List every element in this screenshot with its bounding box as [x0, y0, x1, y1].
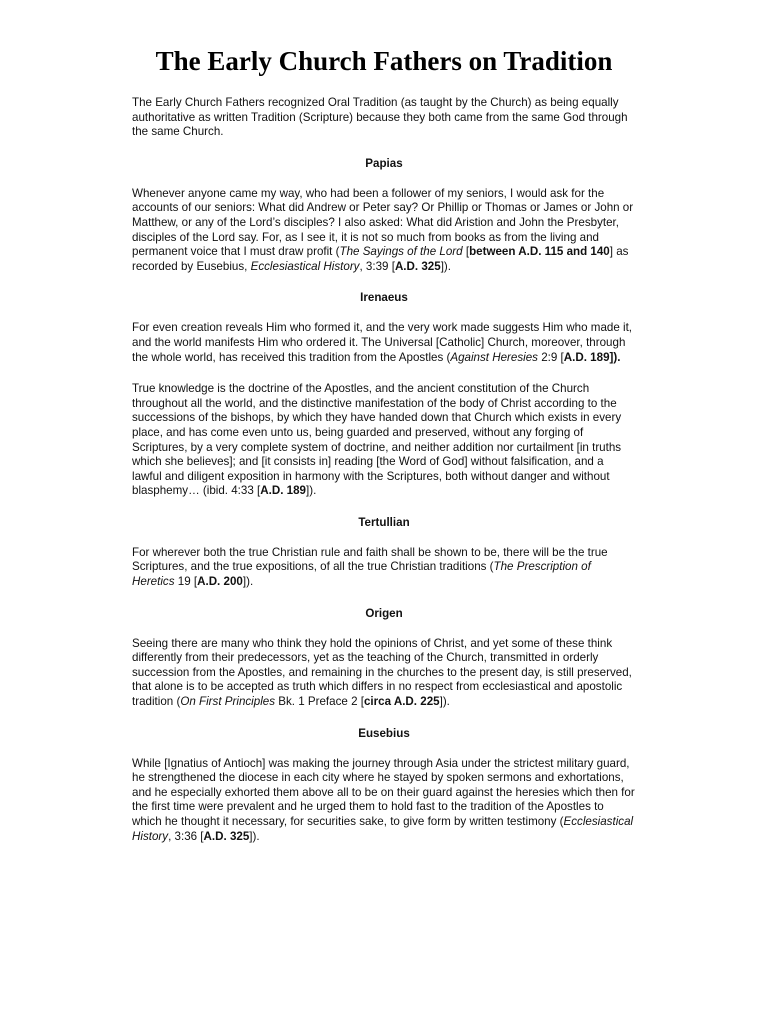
section-heading-tertullian: Tertullian	[358, 515, 410, 529]
quote-text: Seeing there are many who think they hold the opinions of Christ, and yet some of these think differently from their predecessors, yet as the teaching of the Church, transmitted in orderly succession from the Apostles, and remaining in the churches to the present day, is still preserved, that alone is to be accepted as truth which differs in no respect from ecclesiastical and apostolic tradition (	[132, 636, 632, 709]
quote-text: ] as recorded by Eusebius,	[132, 245, 629, 273]
quote-text: ]).	[306, 484, 317, 498]
section-heading-eusebius: Eusebius	[358, 726, 410, 740]
document-title: The Early Church Fathers on Tradition	[155, 46, 613, 76]
section-heading-papias: Papias	[365, 156, 403, 170]
quote-paragraph	[132, 637, 636, 710]
quote-text: While [Ignatius of Antioch] was making the journey through Asia under the strictest military guard, he strengthened the diocese in each city where he stayed by spoken sermons and exhortations, and he especially exhorted them above all to be on their guard against the heresies which then for the first time were prevalent and he urged them to hold fast to the tradition of the Apostles to which he thought it necessary, for securities sake, to give form by written testimony (	[132, 756, 635, 828]
quote-text: For wherever both the true Christian rule and faith shall be shown to be, there will be the true Scriptures, and the true expositions, of all the true Christian traditions (	[132, 545, 608, 574]
sections-container	[132, 157, 636, 844]
quote-text: True knowledge is the doctrine of the Apostles, and the ancient constitution of the Church throughout all the world, and the distinctive manifestation of the body of Christ according to the successions of the bishops, by which they have handed down that Church which exists in every place, and has come even unto us, being guarded and preserved, without any forging of Scriptures, by a very complete system of doctrine, and neither addition nor curtailment [in truths which she believes]; and [it consists in] reading [the Word of God] without falsification, and a lawful and diligent exposition in harmony with the Scriptures, both without danger and without blasphemy… (ibid. 4:33 [	[132, 382, 622, 498]
citation-date: A.D. 325	[394, 259, 441, 273]
quote-text: 2:9 [	[537, 350, 564, 364]
quote-text: , 3:39 [	[359, 259, 395, 273]
source-title: Against Heresies	[450, 350, 538, 364]
quote-text: ]).	[440, 259, 452, 273]
section-heading-irenaeus: Irenaeus	[360, 291, 408, 305]
citation-date: A.D. 189]).	[563, 350, 621, 364]
quote-text: Whenever anyone came my way, who had been a follower of my seniors, I would ask for the accounts of our seniors: What did Andrew or Peter say? Or Phillip or Thomas or James or John or Matthew, or any of the Lord’s disciples? I also asked: What did Aristion and John the Presbyter, disciples of the Lord say. For, as I see it, it is not so much from books as from the living and permanent voice that I must draw profit (	[132, 186, 634, 259]
quote-paragraph	[132, 187, 636, 275]
source-title: The Prescription of Heretics	[132, 560, 591, 589]
quote-text: , 3:36 [	[168, 829, 204, 843]
quote-text: ]).	[249, 829, 260, 843]
quote-text: Bk. 1 Preface 2 [	[275, 695, 364, 709]
quote-paragraph	[132, 321, 636, 365]
quote-paragraph	[132, 382, 636, 499]
quote-text: ]).	[439, 695, 450, 709]
quote-text: [	[462, 245, 470, 259]
source-title: Ecclesiastical History	[250, 259, 360, 273]
source-title: On First Principles	[180, 695, 276, 709]
citation-date: between A.D. 115 and 140	[469, 245, 610, 259]
quote-paragraph	[132, 757, 636, 845]
section-heading-origen: Origen	[365, 606, 403, 620]
source-title: Ecclesiastical History	[132, 815, 634, 843]
citation-date: A.D. 200	[197, 575, 243, 589]
intro-paragraph: The Early Church Fathers recognized Oral Tradition (as taught by the Church) as being equally authoritative as written Tradition (Scripture) because they both came from the same God through the same Church.	[132, 96, 628, 139]
citation-date: A.D. 189	[260, 484, 307, 498]
source-title: The Sayings of the Lord	[339, 245, 463, 259]
quote-text: For even creation reveals Him who formed it, and the very work made suggests Him who made it, and the world manifests Him who ordered it. The Universal [Catholic] Church, moreover, through the whole world, has received this tradition from the Apostles (	[132, 321, 633, 364]
quote-paragraph	[132, 546, 636, 590]
quote-text: ]).	[242, 575, 254, 589]
citation-date: A.D. 325	[203, 829, 250, 843]
citation-date: circa A.D. 225	[363, 695, 440, 709]
quote-text: 19 [	[174, 575, 198, 589]
